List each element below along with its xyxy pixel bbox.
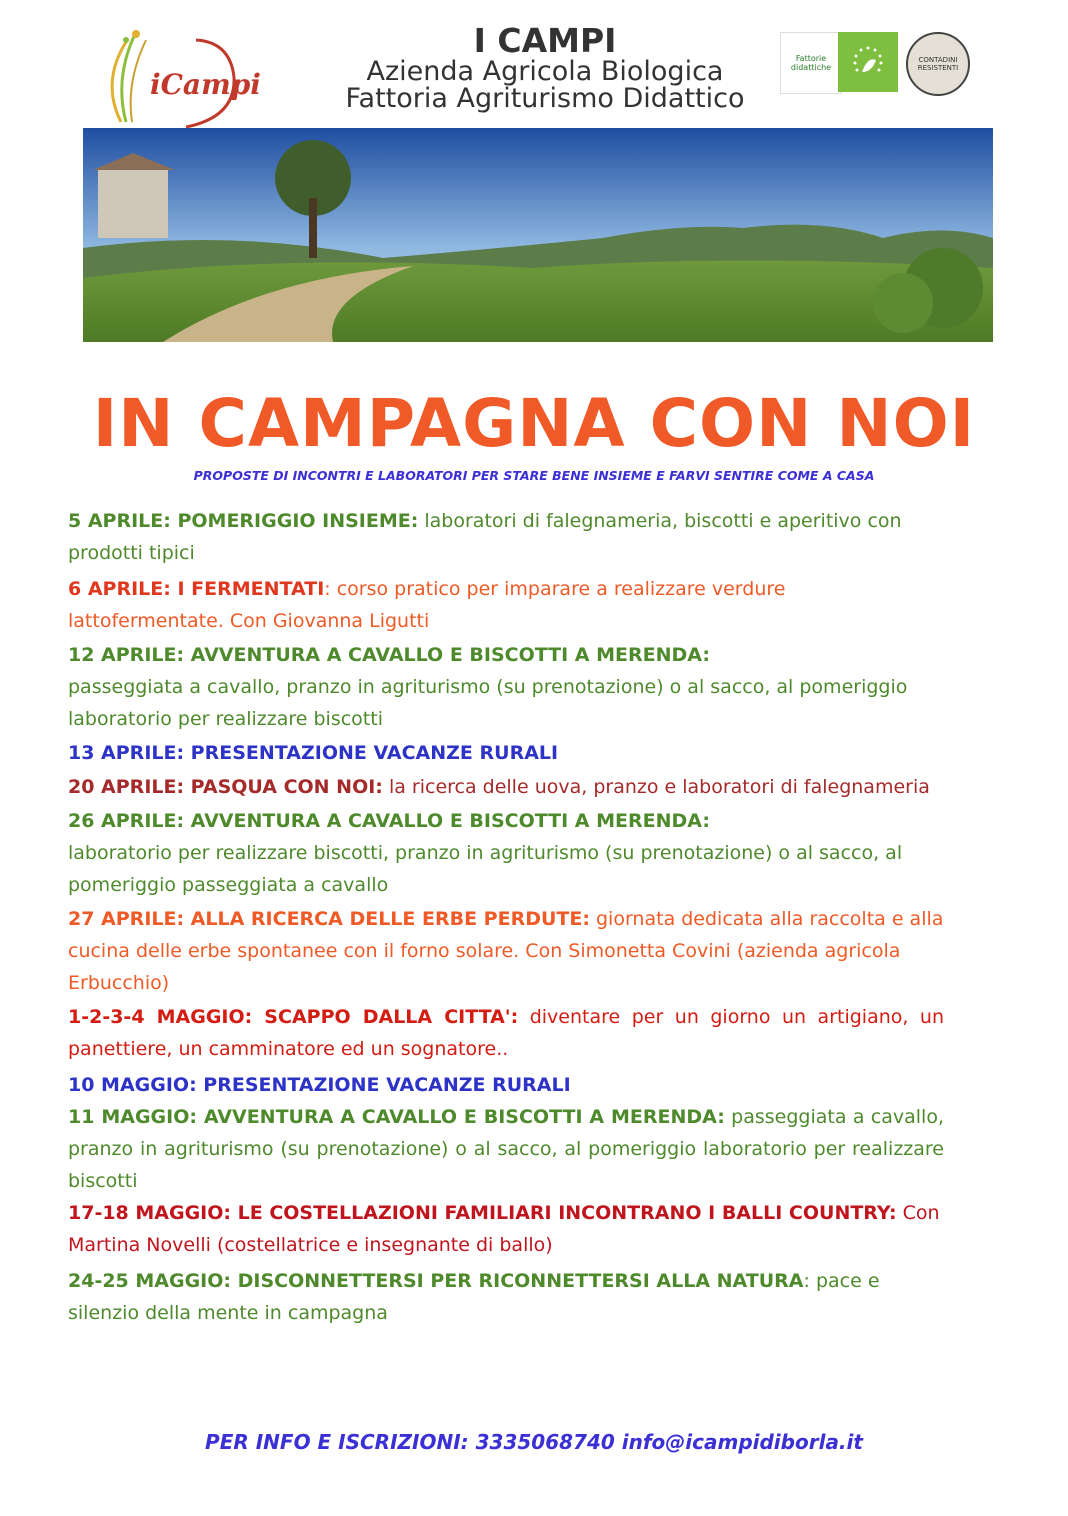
event-item: [68, 1101, 944, 1197]
event-description: laboratorio per realizzare biscotti, pranzo in agriturismo (su prenotazione) o al sacco, al pomeriggio passeggiata a cavallo: [68, 842, 903, 896]
event-title: 26 APRILE: AVVENTURA A CAVALLO E BISCOTTI A MERENDA:: [68, 810, 710, 832]
event-title: 1-2-3-4 MAGGIO: SCAPPO DALLA CITTA':: [68, 1006, 519, 1028]
event-title: 11 MAGGIO: AVVENTURA A CAVALLO E BISCOTTI A MERENDA:: [68, 1106, 725, 1128]
event-item: [68, 639, 944, 735]
event-description: la ricerca delle uova, pranzo e laboratori di falegnameria: [382, 776, 930, 798]
eu-organic-leaf-icon: [838, 32, 898, 92]
header: [0, 0, 1068, 130]
event-title: 27 APRILE: ALLA RICERCA DELLE ERBE PERDUTE:: [68, 908, 590, 930]
event-title: 12 APRILE: AVVENTURA A CAVALLO E BISCOTTI A MERENDA:: [68, 644, 710, 666]
event-title: 6 APRILE: I FERMENTATI: [68, 578, 325, 600]
event-item: [68, 1069, 944, 1101]
event-item: [68, 1265, 944, 1329]
event-item: [68, 805, 944, 901]
event-item: [68, 903, 944, 999]
logo-text: iCampi: [150, 68, 261, 101]
event-description: : corso pratico per imparare a realizzare verdure lattofermentate. Con Giovanna Ligutti: [68, 578, 786, 632]
company-tagline-1: Azienda Agricola Biologica: [366, 55, 724, 87]
event-description: passeggiata a cavallo, pranzo in agriturismo (su prenotazione) o al sacco, al pomeriggio laboratorio per realizzare biscotti: [68, 1106, 944, 1192]
event-item: [68, 505, 944, 569]
event-title: 13 APRILE: PRESENTAZIONE VACANZE RURALI: [68, 742, 559, 764]
contact-footer: PER INFO E ISCRIZIONI: 3335068740 info@icampidiborla.it: [205, 1430, 863, 1454]
event-title: 20 APRILE: PASQUA CON NOI:: [68, 776, 383, 798]
event-description: diventare per un giorno un artigiano, un panettiere, un camminatore ed un sognatore..: [68, 1006, 945, 1060]
event-title: 17-18 MAGGIO: LE COSTELLAZIONI FAMILIARI INCONTRANO I BALLI COUNTRY:: [68, 1202, 897, 1224]
company-name: I CAMPI: [473, 21, 617, 60]
event-description: : pace e silenzio della mente in campagna: [68, 1270, 880, 1324]
event-item: [68, 771, 944, 803]
header-titles: [300, 21, 790, 115]
subtitle: PROPOSTE DI INCONTRI E LABORATORI PER STARE BENE INSIEME E FARVI SENTIRE COME A CASA: [193, 468, 875, 483]
event-title: 5 APRILE: POMERIGGIO INSIEME:: [68, 510, 419, 532]
events-list: [68, 505, 944, 1329]
event-title: 24-25 MAGGIO: DISCONNETTERSI PER RICONNETTERSI ALLA NATURA: [68, 1270, 804, 1292]
fattorie-didattiche-badge: Fattorie didattiche: [780, 32, 842, 94]
event-description: laboratori di falegnameria, biscotti e aperitivo con prodotti tipici: [68, 510, 902, 564]
landscape-banner-image: [83, 128, 993, 342]
event-item: [68, 1197, 944, 1261]
event-description: passeggiata a cavallo, pranzo in agriturismo (su prenotazione) o al sacco, al pomeriggio laboratorio per realizzare biscotti: [68, 676, 908, 730]
event-title: 10 MAGGIO: PRESENTAZIONE VACANZE RURALI: [68, 1074, 571, 1096]
event-item: [68, 573, 944, 637]
certification-badges: [780, 28, 1000, 98]
event-item: [68, 737, 944, 769]
contadini-resistenti-badge: CONTADINI RESISTENTI: [906, 32, 970, 96]
event-description: Con Martina Novelli (costellatrice e insegnante di ballo): [68, 1202, 940, 1256]
company-tagline-2: Fattoria Agriturismo Didattico: [345, 83, 745, 115]
event-item: [68, 1001, 944, 1065]
event-description: giornata dedicata alla raccolta e alla cucina delle erbe spontanee con il forno solare. Con Simonetta Covini (azienda agricola Erbucchio): [68, 908, 944, 994]
main-title: IN CAMPAGNA CON NOI: [92, 385, 976, 462]
